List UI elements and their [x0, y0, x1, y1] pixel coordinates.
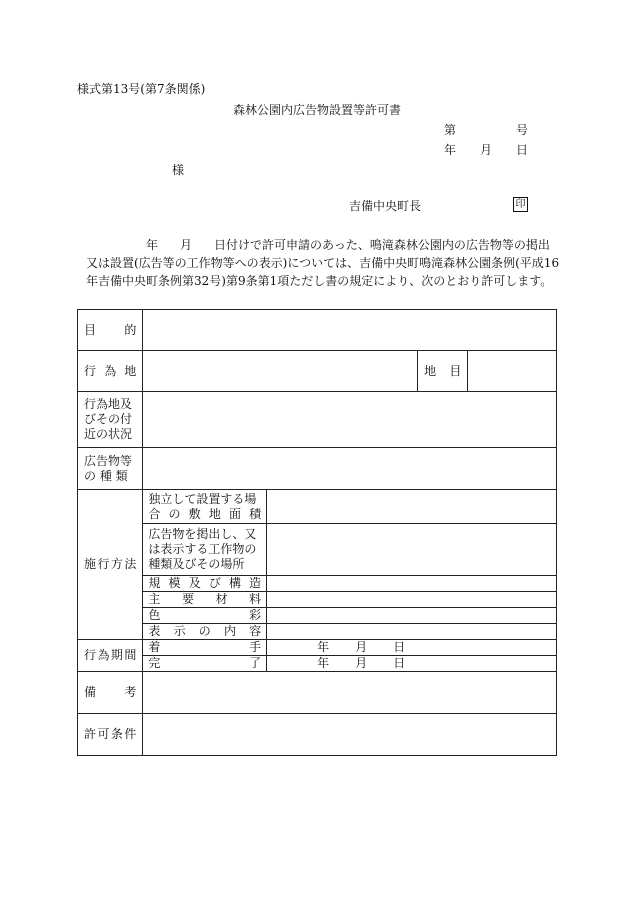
row-site-condition: [78, 392, 557, 448]
row-conditions: [78, 714, 557, 756]
row-scale: [78, 576, 557, 592]
purpose-label: 目 的: [78, 310, 143, 351]
structure-type-value[interactable]: [267, 524, 557, 576]
structure-type-label: 広告物を掲出し、又 は表示する工作物の 種類及びその場所: [143, 524, 267, 576]
standalone-area-value[interactable]: [267, 490, 557, 524]
scale-label: 規 模 及 び 構 造: [143, 576, 267, 592]
issue-number-prefix: 第: [444, 123, 457, 137]
body-line-2: 又は設置(広告等の工作物等への表示)については、吉備中央町鳴滝森林公園条例(平成16: [86, 256, 560, 270]
content-label: 表 示 の 内 容: [143, 624, 267, 640]
start-month: 月: [355, 640, 368, 654]
body-line-3: 年吉備中央町条例第32号)第9条第1項ただし書の規定により、次のとおり許可します。: [86, 274, 553, 288]
remarks-label: 備 考: [78, 672, 143, 714]
material-label: 主 要 材 料: [143, 592, 267, 608]
issue-number-suffix: 号: [516, 123, 529, 137]
ad-type-value[interactable]: [143, 448, 557, 490]
material-value[interactable]: [267, 592, 557, 608]
row-structure-type: [78, 524, 557, 576]
end-date-value[interactable]: [267, 656, 557, 672]
content-value[interactable]: [267, 624, 557, 640]
row-purpose: [78, 310, 557, 351]
addressee-suffix: 様: [172, 163, 185, 177]
body-month: 月: [180, 238, 193, 252]
start-year: 年: [317, 640, 330, 654]
row-standalone-area: [78, 490, 557, 524]
site-condition-label: 行為地及 びその付 近の状況: [78, 392, 143, 448]
standalone-area-label: 独立して設置する場 合 の 敷 地 面 積: [143, 490, 267, 524]
row-color: [78, 608, 557, 624]
body-year: 年: [146, 238, 159, 252]
end-day: 日: [393, 656, 406, 670]
site-condition-value[interactable]: [143, 392, 557, 448]
document-title: 森林公園内広告物設置等許可書: [233, 103, 402, 117]
color-label: 色 彩: [143, 608, 267, 624]
land-category-label: 地 目: [418, 351, 468, 392]
end-year: 年: [317, 656, 330, 670]
row-period-start: [78, 640, 557, 656]
permit-table: [77, 309, 557, 756]
issue-date-month: 月: [480, 143, 493, 157]
period-label: 行為期間: [78, 640, 143, 672]
end-label: 完 了: [143, 656, 267, 672]
seal-mark: 印: [513, 197, 528, 212]
form-number: 様式第13号(第7条関係): [77, 82, 206, 96]
row-material: [78, 592, 557, 608]
row-location: [78, 351, 557, 392]
scale-value[interactable]: [267, 576, 557, 592]
row-content: [78, 624, 557, 640]
issue-date-year: 年: [444, 143, 457, 157]
body-line-1: [86, 236, 556, 254]
issuer-name: 吉備中央町長: [349, 199, 422, 213]
method-label: 施行方法: [78, 490, 143, 640]
conditions-label: 許可条件: [78, 714, 143, 756]
color-value[interactable]: [267, 608, 557, 624]
location-value[interactable]: [143, 351, 418, 392]
body-line-1-rest: 日付けで許可申請のあった、鳴滝森林公園内の広告物等の掲出: [214, 238, 550, 252]
start-date-value[interactable]: [267, 640, 557, 656]
issue-date-day: 日: [516, 143, 529, 157]
row-remarks: [78, 672, 557, 714]
location-label: 行 為 地: [78, 351, 143, 392]
end-month: 月: [355, 656, 368, 670]
ad-type-label: 広告物等 の 種 類: [78, 448, 143, 490]
start-day: 日: [393, 640, 406, 654]
conditions-value[interactable]: [143, 714, 557, 756]
land-category-value[interactable]: [468, 351, 557, 392]
purpose-value[interactable]: [143, 310, 557, 351]
start-label: 着 手: [143, 640, 267, 656]
row-period-end: [78, 656, 557, 672]
remarks-value[interactable]: [143, 672, 557, 714]
row-ad-type: [78, 448, 557, 490]
body-text: [86, 236, 560, 290]
